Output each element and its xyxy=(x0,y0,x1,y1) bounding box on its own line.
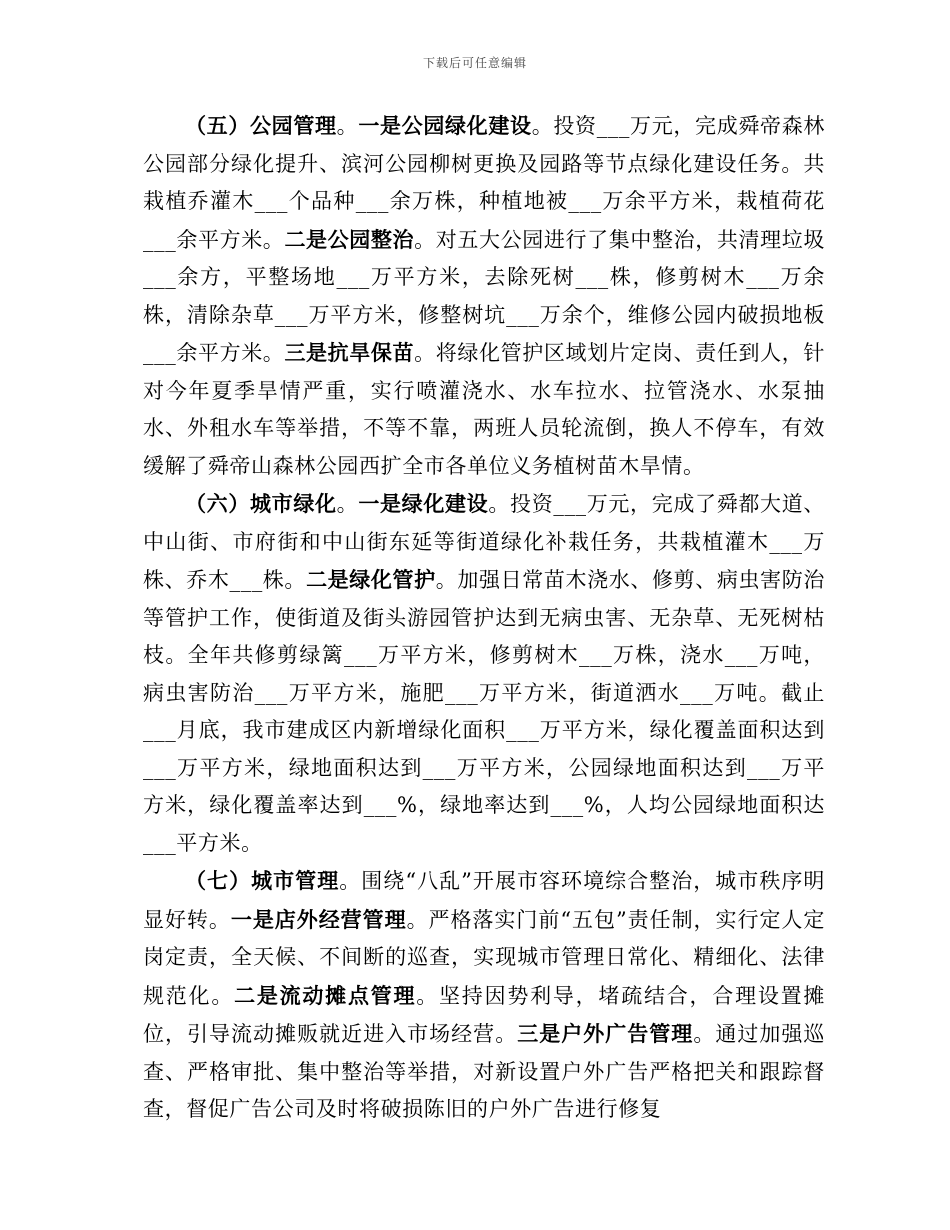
body-text-segment: 。加强日常苗木浇水、修剪、病虫害防治等管护工作，使街道及街头游园管护达到无病虫害、无杂草、无死树枯枝。全年共修剪绿篱___万平方米，修剪树木___万株，浇水___万吨，病虫害防治___万平方米，施肥___万平方米，街道洒水___万吨。截止___月底，我市建成区内新增绿化面积___万平方米，绿化覆盖面积达到___万平方米，绿地面积达到___万平方米，公园绿地面积达到___万平方米，绿化覆盖率达到___%，绿地率达到___%，人均公园绿地面积达___平方米。 xyxy=(143,568,825,855)
body-text-segment: 。投资___万元，完成舜帝森林公园部分绿化提升、滨河公园柳树更换及园路等节点绿化建设任务。共栽植乔灌木___个品种___余万株，种植地被___万余平方米，栽植荷花___余平方米。 xyxy=(143,114,825,252)
subsection-heading: 一是公园绿化建设 xyxy=(358,113,532,138)
body-text-segment: 。 xyxy=(336,114,359,138)
subsection-heading: 二是流动摊点管理 xyxy=(234,982,417,1008)
body-text-segment: 。对五大公园进行了集中整治，共清理垃圾___余方，平整场地___万平方米，去除死树___株，修剪树木___万余株，清除杂草___万平方米，修整树坑___万余个，维修公园内破损地板___余平方米。 xyxy=(143,227,825,365)
subsection-heading: 一是店外经营管理 xyxy=(230,906,407,932)
subsection-heading: 一是绿化建设 xyxy=(358,491,489,516)
section-heading: （五）公园管理 xyxy=(185,113,337,138)
subsection-heading: 二是绿化管护 xyxy=(306,567,436,592)
subsection-heading: 二是公园整治 xyxy=(284,226,415,252)
paragraph-park-management xyxy=(143,107,825,485)
body-text-segment: 。 xyxy=(336,492,359,516)
body-text-segment: 。围绕“八乱”开展市容环境综合整治，城市秩序明显好转。 xyxy=(143,869,825,932)
paragraph-urban-greening xyxy=(143,485,825,862)
section-heading: （六）城市绿化 xyxy=(185,491,337,516)
page-header-note: 下载后可任意编辑 xyxy=(422,56,527,70)
body-text-segment: 。将绿化管护区域划片定岗、责任到人，针对今年夏季旱情严重，实行喷灌浇水、水车拉水、拉管浇水、水泵抽水、外租水车等举措，不等不靠，两班人员轮流倒，换人不停车，有效缓解了舜帝山森林公园西扩全市各单位义务植树苗木旱情。 xyxy=(143,341,825,478)
document-body xyxy=(143,107,825,1129)
subsection-heading: 三是抗旱保苗 xyxy=(284,340,415,365)
body-text-segment: 。坚持因势利导，堵疏结合，合理设置摊位，引导流动摊贩就近进入市场经营。 xyxy=(143,983,825,1046)
section-heading: （七）城市管理 xyxy=(185,868,340,893)
body-text-segment: 。通过加强巡查、严格审批、集中整治等举措，对新设置户外广告严格把关和跟踪督查，督促广告公司及时将破损陈旧的户外广告进行修复 xyxy=(143,1022,825,1121)
body-text-segment: 。投资___万元，完成了舜都大道、中山街、市府街和中山街东延等街道绿化补栽任务，共栽植灌木___万株、乔木___株。 xyxy=(143,492,825,592)
body-text-segment: 。严格落实门前“五包”责任制，实行定人定岗定责，全天候、不间断的巡查，实现城市管理日常化、精细化、法律规范化。 xyxy=(143,907,825,1008)
subsection-heading: 三是户外广告管理 xyxy=(517,1021,694,1046)
paragraph-city-management xyxy=(143,862,825,1129)
